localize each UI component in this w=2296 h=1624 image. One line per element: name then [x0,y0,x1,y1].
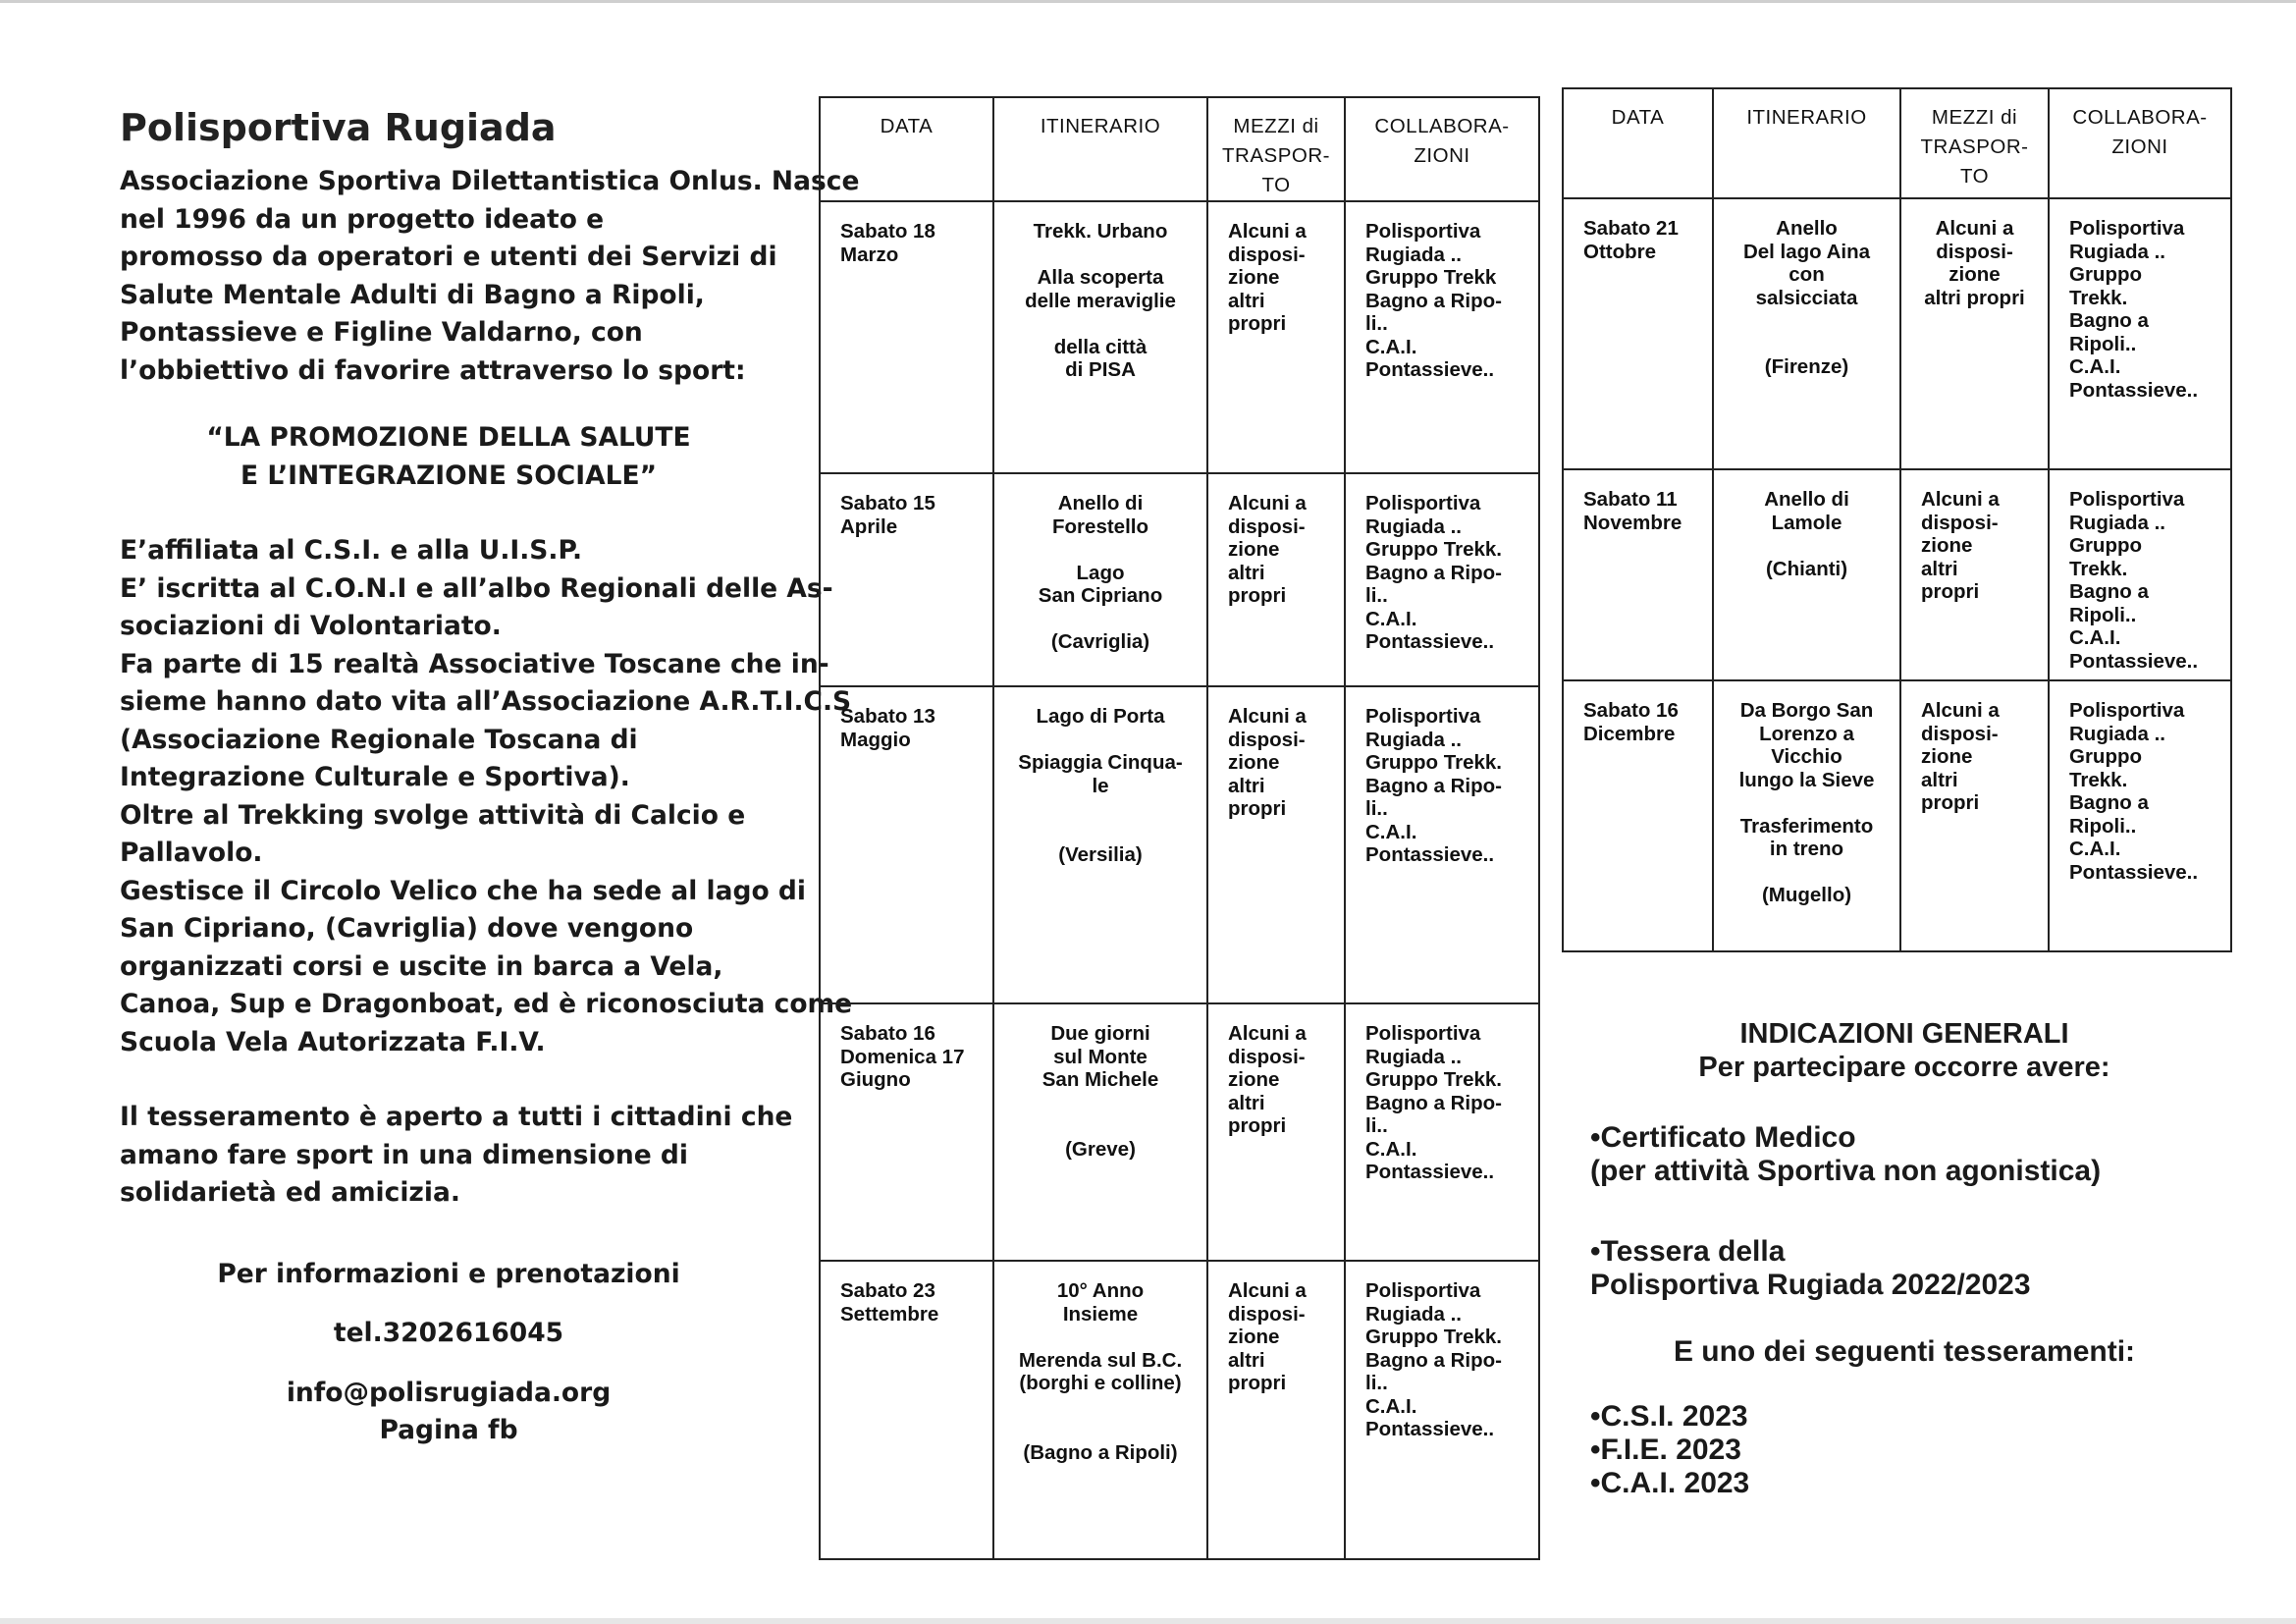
general-indications [1590,1017,2218,1500]
requirement-medical: •Certificato Medico [1590,1121,1856,1154]
header-collaborazioni: COLLABORA- ZIONI [1345,97,1539,201]
about-line: E’ iscritta al C.O.N.I e all’albo Regionali delle As- [120,572,833,604]
intro-line: Associazione Sportiva Dilettantistica Onlus. Nasce [120,166,860,196]
cell-itinerario: Anello di Forestello Lago San Cipriano (Cavriglia) [993,473,1207,686]
about-line: (Associazione Regionale Toscana di [120,724,638,755]
table-row [820,1003,1539,1261]
table-row [1563,198,2231,469]
about-line: sociazioni di Volontariato. [120,611,502,641]
association-description [120,106,860,1450]
cell-collaborazioni: Polisportiva Rugiada .. Gruppo Trekk. Bagno a Ripoli.. C.A.I. Pontassieve.. [2049,198,2231,469]
cell-data: Sabato 11 Novembre [1563,469,1713,680]
schedule-table-spring-summer [819,96,1540,1560]
contact-email: info@polisrugiada.org [286,1377,612,1408]
cell-data: Sabato 13 Maggio [820,686,993,1003]
cell-collaborazioni: Polisportiva Rugiada .. Gruppo Trekk Bagno a Ripo- li.. C.A.I. Pontassieve.. [1345,201,1539,473]
cell-mezzi: Alcuni a disposi- zione altri propri [1900,680,2049,951]
intro-line: l’obbiettivo di favorire attraverso lo sport: [120,354,746,386]
cell-data: Sabato 16 Dicembre [1563,680,1713,951]
header-itinerario: ITINERARIO [1713,88,1900,198]
cell-collaborazioni: Polisportiva Rugiada .. Gruppo Trekk. Bagno a Ripo- li.. C.A.I. Pontassieve.. [1345,1261,1539,1559]
schedule-table-autumn [1562,87,2232,952]
header-itinerario: ITINERARIO [993,97,1207,201]
table-header-row [1563,88,2231,198]
requirement-medical-note: (per attività Sportiva non agonistica) [1590,1155,2102,1187]
about-line: Canoa, Sup e Dragonboat, ed è riconosciuta come [120,989,853,1019]
about-line: San Cipriano, (Cavriglia) dove vengono [120,913,694,944]
cell-mezzi: Alcuni a disposi- zione altri propri [1900,469,2049,680]
contact-heading: Per informazioni e prenotazioni [217,1258,680,1289]
cell-mezzi: Alcuni a disposi- zione altri propri [1207,686,1345,1003]
cell-data: Sabato 18 Marzo [820,201,993,473]
about-line: organizzati corsi e uscite in barca a Vela, [120,950,723,982]
motto-line: “LA PROMOZIONE DELLA SALUTE [206,422,691,453]
requirement-membership-name: Polisportiva Rugiada 2022/2023 [1590,1269,2031,1301]
requirement-membership: •Tessera della [1590,1235,1786,1268]
membership-line: amano fare sport in una dimensione di [120,1139,688,1170]
cell-mezzi: Alcuni a disposi- zione altri propri [1900,198,2049,469]
about-line: Pallavolo. [120,838,263,868]
header-collaborazioni: COLLABORA- ZIONI [2049,88,2231,198]
intro-line: Pontassieve e Figline Valdarno, con [120,317,643,348]
header-data: DATA [1563,88,1713,198]
membership-line: solidarietà ed amicizia. [120,1177,460,1208]
about-line: Oltre al Trekking svolge attività di Calcio e [120,799,746,831]
cell-collaborazioni: Polisportiva Rugiada .. Gruppo Trekk. Bagno a Ripoli.. C.A.I. Pontassieve.. [2049,469,2231,680]
table-row [820,201,1539,473]
cell-data: Sabato 15 Aprile [820,473,993,686]
cell-itinerario: Due giorni sul Monte San Michele (Greve) [993,1003,1207,1261]
cell-collaborazioni: Polisportiva Rugiada .. Gruppo Trekk. Bagno a Ripoli.. C.A.I. Pontassieve.. [2049,680,2231,951]
header-data: DATA [820,97,993,201]
cell-itinerario: Anello Del lago Aina con salsicciata (Firenze) [1713,198,1900,469]
org-title: Polisportiva Rugiada [120,106,557,149]
cell-data: Sabato 16 Domenica 17 Giugno [820,1003,993,1261]
table-row [1563,680,2231,951]
info-subtitle: Per partecipare occorre avere: [1698,1052,2110,1083]
membership-option: •F.I.E. 2023 [1590,1434,1741,1466]
contact-facebook: Pagina fb [379,1415,518,1445]
cell-itinerario: Anello di Lamole (Chianti) [1713,469,1900,680]
cell-collaborazioni: Polisportiva Rugiada .. Gruppo Trekk. Bagno a Ripo- li.. C.A.I. Pontassieve.. [1345,473,1539,686]
cell-itinerario: Da Borgo San Lorenzo a Vicchio lungo la Sieve Trasferimento in treno (Mugello) [1713,680,1900,951]
table-row [1563,469,2231,680]
table-row [820,686,1539,1003]
cell-itinerario: Lago di Porta Spiaggia Cinqua- le (Versilia) [993,686,1207,1003]
cell-mezzi: Alcuni a disposi- zione altri propri [1207,201,1345,473]
cell-mezzi: Alcuni a disposi- zione altri propri [1207,1003,1345,1261]
cell-mezzi: Alcuni a disposi- zione altri propri [1207,473,1345,686]
scan-edge-top [0,0,2296,3]
about-line: Fa parte di 15 realtà Associative Toscane che in- [120,648,829,679]
cell-itinerario: Trekk. Urbano Alla scoperta delle meraviglie della città di PISA [993,201,1207,473]
cell-data: Sabato 23 Settembre [820,1261,993,1559]
about-line: Scuola Vela Autorizzata F.I.V. [120,1026,546,1057]
about-line: E’affiliata al C.S.I. e alla U.I.S.P. [120,535,583,566]
info-title: INDICAZIONI GENERALI [1739,1018,2069,1050]
membership-option: •C.S.I. 2023 [1590,1400,1748,1433]
membership-line: Il tesseramento è aperto a tutti i cittadini che [120,1102,793,1132]
scan-edge-bottom [0,1618,2296,1624]
cell-mezzi: Alcuni a disposi- zione altri propri [1207,1261,1345,1559]
cell-collaborazioni: Polisportiva Rugiada .. Gruppo Trekk. Bagno a Ripo- li.. C.A.I. Pontassieve.. [1345,686,1539,1003]
intro-line: nel 1996 da un progetto ideato e [120,203,605,235]
cell-collaborazioni: Polisportiva Rugiada .. Gruppo Trekk. Bagno a Ripo- li.. C.A.I. Pontassieve.. [1345,1003,1539,1261]
motto-line: E L’INTEGRAZIONE SOCIALE” [240,460,657,491]
membership-options-heading: E uno dei seguenti tesseramenti: [1673,1335,2136,1368]
table-row [820,1261,1539,1559]
intro-line: Salute Mentale Adulti di Bagno a Ripoli, [120,279,705,310]
table-row [820,473,1539,686]
cell-itinerario: 10° Anno Insieme Merenda sul B.C. (borghi e colline) (Bagno a Ripoli) [993,1261,1207,1559]
table-header-row [820,97,1539,201]
header-mezzi: MEZZI di TRASPOR- TO [1207,97,1345,201]
about-line: Gestisce il Circolo Velico che ha sede al lago di [120,875,806,906]
about-line: sieme hanno dato vita all’Associazione A.R.T.I.C.S [120,686,852,717]
intro-line: promosso da operatori e utenti dei Servizi di [120,242,777,272]
contact-phone: tel.3202616045 [333,1318,564,1348]
about-line: Integrazione Culturale e Sportiva). [120,762,630,792]
header-mezzi: MEZZI di TRASPOR- TO [1900,88,2049,198]
cell-data: Sabato 21 Ottobre [1563,198,1713,469]
membership-option: •C.A.I. 2023 [1590,1467,1750,1499]
